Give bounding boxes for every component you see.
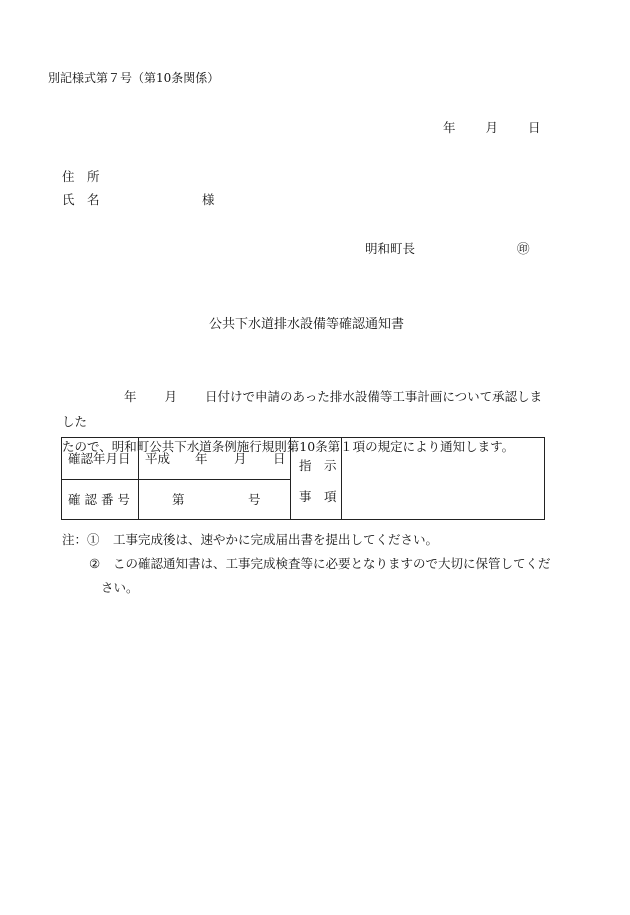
table-month: 月 — [234, 451, 247, 466]
body-text-2: たので、明和町公共下水道条例施行規則第10条第１項の規定により通知します。 — [62, 439, 515, 454]
issuer-title: 明和町長 — [365, 241, 416, 256]
date-day: 日 — [528, 120, 541, 135]
body-line-1 — [62, 384, 552, 434]
info-table — [61, 437, 545, 520]
confirm-number-label: 確 認 番 号 — [68, 492, 130, 507]
table-divider — [290, 438, 291, 519]
table-day: 日 — [273, 451, 286, 466]
note-2-line-1: この確認通知書は、工事完成検査等に必要となりますので大切に保管してくだ — [113, 556, 551, 571]
table-divider — [341, 438, 342, 519]
name-label: 氏 名 — [62, 192, 100, 207]
number-go: 号 — [248, 492, 261, 507]
body-year: 年 — [124, 389, 137, 404]
seal-mark: ㊞ — [517, 241, 530, 256]
confirm-date-label: 確認年月日 — [68, 451, 131, 466]
body-text-1: 日付けで申請のあった排水設備等工事計画について承認しました — [62, 389, 543, 429]
instructions-label-2: 事 項 — [299, 489, 337, 504]
table-row-divider — [62, 479, 290, 480]
date-month: 月 — [485, 120, 499, 135]
note-1-prefix: 注：① — [62, 532, 100, 547]
address-label: 住 所 — [62, 169, 100, 184]
table-year: 年 — [195, 451, 208, 466]
note-1: 工事完成後は、速やかに完成届出書を提出してください。 — [113, 532, 439, 547]
form-number: 別記様式第７号（第10条関係） — [48, 71, 220, 85]
instructions-label-1: 指 示 — [299, 458, 337, 473]
note-2-line-2: さい。 — [101, 580, 139, 595]
era-label: 平成 — [145, 451, 171, 466]
document-title: 公共下水道排水設備等確認通知書 — [209, 317, 405, 332]
honorific: 様 — [202, 192, 215, 207]
date-line — [443, 122, 541, 135]
number-dai: 第 — [172, 492, 185, 507]
date-year: 年 — [443, 120, 456, 135]
body-month: 月 — [164, 389, 178, 404]
note-2-marker: ② — [89, 556, 101, 571]
